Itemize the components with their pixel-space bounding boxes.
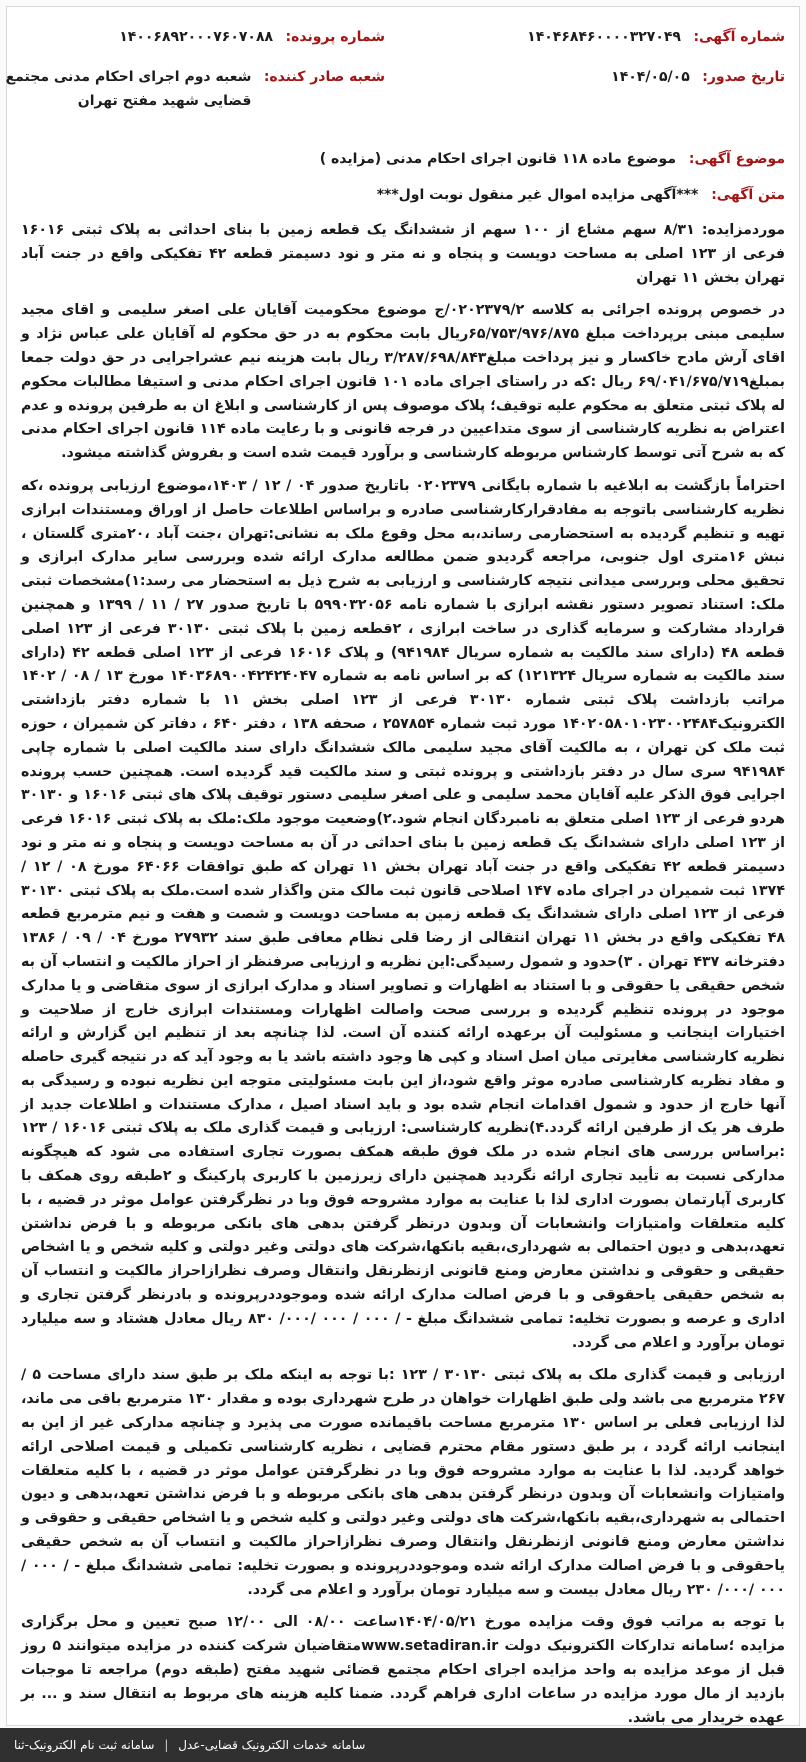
subject-label: موضوع آگهی: <box>688 151 785 167</box>
body-paragraph: ارزیابی و قیمت گذاری ملک به پلاک ثبتی ۳۰۱۳۰ / ۱۲۳ :با توجه به اینکه ملک بر طبق سند دارای مساحت ۵ / ۲۶۷ مترمربع می باشد ولی طبق اظهارات خواهان در طرح شهرداری بوده و مقدار ۱۳۰ مترمربع باقی می ماند، لذا ارزیابی فعلی بر اساس ۱۳۰ مترمربع مساحت باقیمانده صورت می پذیرد و چنانچه مدارکی غیر از این به اینجانب ارائه گردد ، بر طبق دستور مقام محترم قضایی ، نظریه کارشناسی تکمیلی و قیمت اصلاحی ارائه خواهد گردید. لذا با عنایت به موارد مشروحه فوق وبا در نظرگرفتن عوامل موثر در قضیه ، با کلیه متعلقات وامتیازات وانشعابات آن وبدون درنظر گرفتن بدهی های بانکی مربوطه و با فرض نداشتن تعهد،بدهی و دیون احتمالی به شهرداری،بقیه بانکها،شرکت های دولتی وغیر دولتی و کلیه شخص و یا اشخاص حقیقی و حقوقی و نداشتن معارض ومنع قانونی ازنظرنقل وانتقال وصرف نظرازاحراز مالکیت و انتساب آن به شخص حقیقی یاحقوقی و با فرض اصالت مدارک ارائه شده وموجوددرپرونده و بصورت تخلیه: تمامی ششدانگ مبلغ - / ۰۰۰ / ۰۰۰ /۰۰۰/ ۲۳۰ ریال معادل بیست و سه میلیارد تومان برآورد و اعلام می گردد. <box>21 1367 786 1598</box>
ad-number-value: ۱۴۰۴۶۸۴۶۰۰۰۰۳۲۷۰۴۹ <box>527 29 681 45</box>
notice-content <box>6 6 800 1726</box>
issue-date <box>611 65 785 89</box>
body-paragraph: با توجه به مراتب فوق وقت مزایده مورخ ۱۴۰۴/۰۵/۲۱ساعت ۰۸/۰۰ الی ۱۲/۰۰ صبح تعیین و محل برگزاری مزایده ؛سامانه تدارکات الکترونیک دولت www.setadiran.irمتقاضیان شرکت کننده در مزایده میتوانند ۵ روز قبل از موعد مزایده به واحد مزایده اجرای احکام مجتمع قضائی شهید مفتح (طبقه دوم) مراجعه تا موجبات بازدید از مال مورد مزایده در ساعات اداری فراهم گردد. ضمنا کلیه هزینه های مربوط به انتقال سند و ... بر عهده خریدار می باشد. <box>21 1614 785 1726</box>
footer-link-sana[interactable]: سامانه ثبت نام الکترونیک-ثنا <box>14 1738 155 1752</box>
body-paragraph: احتراماً بازگشت به ابلاغیه با شماره بایگانی ۰۲۰۲۳۷۹ باتاریخ صدور ۰۴ / ۱۲ / ۱۴۰۳،موضوع ارزیابی پرونده ،که نظریه کارشناسی باتوجه به مفادقرارکارشناسی صادره و براساس اطلاعات حاصل از اوراق ومستندات ابرازی تهیه و تنظیم گردیده به استحضارمی رساند،به محل وقوع ملک به نشانی:تهران ،جنت آباد ،۲۰متری گلستان ، نبش ۱۶متری اول جنوبی، مراجعه گردیدو ضمن مطالعه مدارک ارائه شده وبررسی سایر مدارک ابرازی و تحقیق محلی وبررسی میدانی نتیجه کارشناسی و ارزیابی به شرح ذیل به استحضار می رسد:۱)مشخصات ثبتی ملک: استناد تصویر دستور نقشه ابرازی با شماره نامه ۵۹۹۰۳۲۰۵۶ با تاریخ صدور ۲۷ / ۱۱ / ۱۳۹۹ و همچنین قرارداد مشارکت و سرمایه گذاری در ساخت ابرازی ، ۲قطعه زمین با پلاک ثبتی ۳۰۱۳۰ فرعی از ۱۲۳ اصلی قطعه ۴۸ (دارای سند مالکیت به شماره سریال ۹۴۱۹۸۴) و پلاک ۱۶۰۱۶ فرعی از ۱۲۳ اصلی قطعه ۴۲ (دارای سند مالکیت به شماره سریال ۱۲۱۳۲۴) که بر اساس نامه به شماره ۱۴۰۳۶۸۹۰۰۴۲۴۲۴۰۴۷ مورخ ۱۳ / ۰۸ / ۱۴۰۲ مراتب بازداشت پلاک ثبتی شماره ۳۰۱۳۰ فرعی از ۱۲۳ اصلی بخش ۱۱ با شماره دفتر بازداشتی الکترونیک۱۴۰۲۰۵۸۰۱۰۲۳۰۰۲۴۸۴ مورد ثبت شماره ۲۵۷۸۵۴ ، صحفه ۱۳۸ ، دفتر ۶۴۰ ، دفاتر کن شمیران ، حوزه ثبت ملک کن تهران ، به مالکیت آقای مجید سلیمی مالک ششدانگ دارای سند مالکیت اصلی با شماره چاپی ۹۴۱۹۸۴ سری سال در دفتر بازداشتی و پرونده ثبتی و سند مالکیت قید گردیده است. همچنین حسب پرونده اجرایی فوق الذکر علیه آقایان محمد سلیمی و علی اصغر سلیمی دستور توقیف پلاک های ثبتی ۱۶۰۱۶ و ۳۰۱۳۰ هردو فرعی از ۱۲۳ اصلی متعلق به نامبردگان انجام شود.۲)وضعیت موجود ملک:ملک به پلاک ثبتی ۱۶۰۱۶ فرعی از ۱۲۳ اصلی دارای ششدانگ یک قطعه زمین با بنای احداثی در آن به مساحت دویست و پنجاه و نه متر و نود دسیمتر قطعه ۴۲ تفکیکی واقع در جنت آباد تهران بخش ۱۱ تهران که طبق توافقات ۶۴۰۶۶ مورخ ۰۸ / ۱۲ / ۱۳۷۴ ثبت شمیران در اجرای ماده ۱۴۷ اصلاحی قانون ثبت مالک متن واگذار شده است.ملک به پلاک ثبتی ۳۰۱۳۰ فرعی از ۱۲۳ اصلی دارای ششدانگ یک قطعه زمین به مساحت دویست و شصت و هفت و نیم مترمربع قطعه ۴۸ تفکیکی واقع در بخش ۱۱ تهران انتقالی از رضا قلی نظام معافی طبق سند ۲۷۹۳۲ مورخ ۰۴ / ۰۹ / ۱۳۸۶ دفترخانه ۴۳۷ تهران . ۳)حدود و شمول رسیدگی:این نظریه و ارزیابی صرفنظر از احراز مالکیت و انتساب آن به شخص حقیقی یا حقوقی و با استناد به اظهارات و تصاویر اسناد و مدارک ابرازی از سوی متقاضی و یا مدارک موجود در پرونده تنظیم گردیده و بررسی صحت واصالت اظهارات ومستندات ابرازی خارج از صلاحیت و اختیارات اینجانب و مسئولیت آن برعهده ارائه کننده آن است. لذا چنانچه بعد از تنظیم این گزارش و ارائه نظریه کارشناسی مغایرتی میان اصل اسناد و کپی ها وجود داشته باشد یا به وجود آید که در نتیجه گیری حاصله و مفاد نظریه کارشناسی صادره موثر واقع شود،از این بابت مسئولیتی متوجه این نظریه نبوده و رسیدگی به آنها خارج از حدود و شمول اقدامات انجام شده بود و باید اسناد اصیل ، مدارک مستندات و اطلاعات جدید از طرف هر یک از طرفین ارائه گردد.۴)نظریه کارشناسی: ارزیابی و قیمت گذاری ملک به پلاک ثبتی ۱۶۰۱۶ / ۱۲۳ :براساس بررسی های انجام شده در ملک فوق طبقه همکف بصورت تجاری استفاده می شود که هیچگونه مدارکی نسبت به تأیید تجاری ارائه نگردید همچنین دارای زیرزمین با کاربری پارکینگ و ۲طبقه روی همکف با کاربری آپارتمان بصورت اداری لذا با عنایت به موارد مشروحه فوق وبا در نظرگرفتن عوامل موثر در قضیه ، با کلیه متعلقات وامتیازات وانشعابات آن وبدون درنظر گرفتن بدهی های بانکی مربوطه و با فرض نداشتن تعهد،بدهی و دیون احتمالی به شهرداری،بقیه بانکها،شرکت های دولتی وغیر دولتی و کلیه شخص و یا اشخاص حقیقی و حقوقی و نداشتن معارض ومنع قانونی ازنظرنقل وانتقال وصرف نظرازاحراز مالکیت و انتساب آن به شخص حقیقی یاحقوقی و با فرض اصالت مدارک ارائه شده وموجوددرپرونده و بادرنظر گرفتن تجاری و اداری و عرصه و بصورت تخلیه: تمامی ششدانگ مبلغ - / ۰۰۰ / ۰۰۰ /۰۰۰/ ۸۳۰ ریال معادل هشتاد و سه میلیارد تومان برآورد و اعلام می گردد. <box>21 477 786 1351</box>
issue-date-value: ۱۴۰۴/۰۵/۰۵ <box>611 69 690 85</box>
notice-body <box>21 219 785 1739</box>
subject <box>21 147 785 171</box>
file-number-label: شماره پرونده: <box>285 29 385 45</box>
file-number-value: ۱۴۰۰۶۸۹۲۰۰۰۷۶۰۷۰۸۸ <box>119 29 274 45</box>
ad-number <box>527 25 785 49</box>
file-number <box>119 25 385 49</box>
footer-links <box>14 1728 365 1762</box>
ad-text-label: متن آگهی: <box>711 187 785 203</box>
issue-date-label: تاریخ صدور: <box>702 69 785 85</box>
ad-text-value: ***آگهی مزایده اموال غیر منقول نوبت اول*** <box>376 187 699 203</box>
subject-value: موضوع ماده ۱۱۸ قانون اجرای احکام مدنی (مزایده ) <box>319 151 676 167</box>
footer-separator: | <box>164 1738 169 1752</box>
header-row-1 <box>21 25 785 49</box>
body-paragraph: موردمزایده: ۸/۳۱ سهم مشاع از ۱۰۰ سهم از ششدانگ یک قطعه زمین با بنای احداثی به پلاک ثبتی ۱۶۰۱۶ فرعی از ۱۲۳ اصلی به مساحت دویست و پنجاه و نه متر و نود دسیمتر قطعه ۴۲ تفکیکی واقع در جنت آباد تهران بخش ۱۱ تهران <box>21 222 785 286</box>
ad-number-label: شماره آگهی: <box>693 29 785 45</box>
footer-bar <box>0 1728 806 1762</box>
ad-text <box>21 183 785 207</box>
issuing-branch-value: شعبه دوم اجرای احکام مدنی مجتمع قضایی شهید مفتح تهران <box>5 69 252 109</box>
body-paragraph: در خصوص پرونده اجرائی به کلاسه ۰۲۰۲۳۷۹/۲/ج موضوع محکومیت آقایان علی اصغر سلیمی و اقای مجید سلیمی مبنی برپرداخت مبلغ ۶۵/۷۵۳/۹۷۶/۸۷۵ریال بابت محکوم به در حق محکوم له آقایان علی عباس نژاد و اقای آرش مادح خاکسار و نیز پرداخت مبلغ۳/۲۸۷/۶۹۸/۸۴۳ ریال بابت هزینه نیم عشراجرایی در حق دولت جمعا بمبلغ۶۹/۰۴۱/۶۷۵/۷۱۹ ریال :که در راستای اجرای ماده ۱۰۱ قانون اجرای احکام مدنی و استیفا مطالبات محکوم له پلاک ثبتی متعلق به محکوم علیه توقیف؛ پلاک موصوف پس از کارشناسی و ابلاغ ان به طرفین پرونده و عدم اعتراض به نظریه کارشناسی از سوی متداعیین در فرجه قانونی و با رعایت ماده ۱۱۴ قانون اجرای احکام مدنی که به شرح آتی توسط کارشناس مربوطه کارشناسی و برآورد قیمت شده است و بفروش گذاشته میشود. <box>21 302 785 462</box>
issuing-branch-label: شعبه صادر کننده: <box>263 69 385 85</box>
header-row-2 <box>5 65 785 109</box>
footer-link-adl[interactable]: سامانه خدمات الکترونیک قضایی-عدل <box>178 1738 366 1752</box>
issuing-branch <box>5 65 385 113</box>
